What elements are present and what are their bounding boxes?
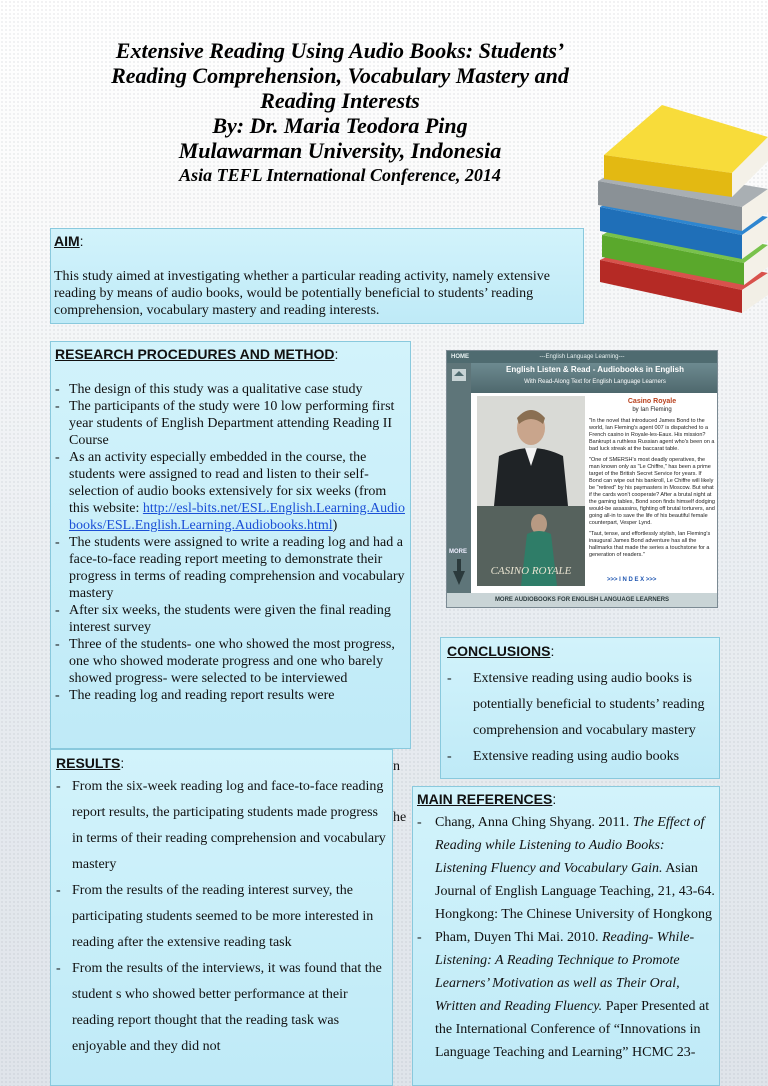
references-heading-colon: : (552, 791, 557, 807)
conclusions-list (447, 666, 713, 770)
webpage-bottom-banner: MORE AUDIOBOOKS FOR ENGLISH LANGUAGE LEARNERS (447, 593, 717, 607)
webpage-home-link: HOME (451, 354, 469, 360)
conclusions-item-text: Extensive reading using audio books (473, 749, 680, 764)
book-description-paragraph: "In the novel that introduced James Bond to the world, Ian Fleming's agent 007 is dispatched to a French casino in Royale-les-Eaux. His mission? Bankrupt a ruthless Russian agent who's been on a bad luck streak at the baccarat table. (589, 418, 715, 452)
list-item (55, 602, 406, 636)
webpage-topbar (447, 351, 717, 363)
movie-poster-image (477, 396, 585, 586)
hidden-text-fragment: n (393, 759, 400, 774)
aim-section (50, 228, 584, 324)
institution-line: Mulawarman University, Indonesia (178, 138, 502, 163)
research-item-text: The students were assigned to write a reading log and had a face-to-face reading report meeting to demonstrate their progress in terms of reading comprehension and vocabulary mastery (69, 535, 405, 601)
reference-text: Paper Presented at the International Conference of “Innovations in Language Teaching and Learning” HCMC 23- (435, 999, 710, 1060)
webpage-sidebar (447, 363, 471, 595)
list-item (55, 534, 406, 602)
references-list (417, 811, 715, 1064)
list-item (447, 744, 713, 770)
book-description-paragraph: "One of SMERSH's most deadly operatives, the man known only as "Le Chiffre," has been a prime target of the British Secret Service for years. If Bond can wipe out his bankroll, Le Chiffre will likely be "retired" by his paymasters in Moscow. But what if the cards won't cooperate? After a brutal night at the gaming tables, Bond soon finds himself dodging would-be assassins, fighting off brutal torturers, and going all-in to save the life of his beautiful female counterpart, Vesper Lynd. (589, 457, 715, 526)
webpage-more-label: MORE (449, 549, 467, 555)
book-author: by Ian Fleming (632, 407, 672, 413)
audiobook-website-screenshot (446, 350, 718, 608)
list-item (55, 381, 406, 398)
list-item (55, 449, 406, 534)
reference-text: Pham, Duyen Thi Mai. 2010. (435, 930, 602, 945)
research-item-text: After six weeks, the students were given the final reading interest survey (69, 603, 391, 635)
webpage-home-icon (447, 363, 471, 595)
webpage-header-subtitle: With Read-Along Text for English Language Learners (524, 379, 666, 385)
research-item-text: The participants of the study were 10 low performing first year students of English Department attending Reading II Course (69, 399, 395, 448)
conference-line: Asia TEFL International Conference, 2014 (179, 165, 501, 185)
list-item (55, 636, 406, 687)
conclusions-item-text: Extensive reading using audio books is potentially beneficial to students’ reading comprehension and vocabulary mastery (473, 671, 705, 738)
results-heading-colon: : (120, 755, 125, 771)
results-list (56, 774, 387, 1060)
aim-text: This study aimed at investigating whether a particular reading activity, namely extensive reading by means of audio books, would be potentially beneficial to students’ reading comprehension, vocabulary mastery and reading interests. (54, 269, 550, 318)
results-item-text: From the six-week reading log and face-to-face reading report results, the participating students made progress in terms of their reading comprehension and vocabulary mastery (72, 779, 386, 872)
reference-title: The Effect of Reading while Listening to Audio Books: Listening Fluency and Vocabulary Gain. (435, 815, 705, 876)
aim-heading-colon: : (79, 233, 84, 249)
webpage-index-link: >>> I N D E X >>> (607, 577, 657, 583)
book-description (589, 397, 715, 563)
webpage-topbar-text: ---English Language Learning--- (539, 354, 625, 360)
references-heading: MAIN REFERENCES (417, 791, 553, 807)
research-list (55, 381, 406, 704)
results-heading: RESULTS (56, 755, 121, 771)
aim-heading: AIM (54, 233, 80, 249)
poster-title (60, 38, 620, 187)
main-references-section (412, 786, 720, 1086)
book-title: Casino Royale (627, 398, 677, 405)
reference-text: Asian Journal of English Language Teaching, 21, 43-64. Hongkong: The Chinese University of Hongkong (435, 861, 715, 922)
author-line: By: Dr. Maria Teodora Ping (212, 113, 468, 138)
research-item-text: The design of this study was a qualitative case study (69, 382, 363, 397)
conclusions-heading-colon: : (550, 643, 555, 659)
book-cover-photo (477, 396, 585, 586)
title-line-2: Reading Comprehension, Vocabulary Mastery and (111, 63, 569, 88)
book-description-paragraph: "Taut, tense, and effortlessly stylish, Ian Fleming's inaugural James Bond adventure has all the hallmarks that made the series a touchstone for a generation of readers." (589, 531, 711, 558)
list-item (56, 774, 387, 878)
title-line-1: Extensive Reading Using Audio Books: Students’ (115, 38, 565, 63)
reference-item (417, 926, 715, 1064)
webpage-header (471, 363, 718, 393)
research-heading-colon: : (334, 346, 339, 362)
research-item-text: As an activity especially embedded in the course, the students were assigned to read and listen to their self-selection of audio books extensively for six weeks (from this website: (69, 450, 387, 516)
list-item (56, 878, 387, 956)
research-procedures-section (50, 341, 411, 749)
results-section (50, 749, 393, 1086)
research-item-text: ) (332, 518, 338, 533)
research-heading: RESEARCH PROCEDURES AND METHOD (55, 346, 335, 362)
webpage-header-title: English Listen & Read - Audiobooks in English (506, 365, 684, 374)
research-item-text: The reading log and reading report results were (69, 688, 335, 703)
cover-title-text: CASINO ROYALE (490, 565, 572, 577)
results-item-text: From the results of the reading interest survey, the participating students seemed to be more interested in reading after the extensive reading task (72, 883, 374, 950)
research-item-text: Three of the students- one who showed the most progress, one who showed moderate progress and one who barely showed progress- were selected to be interviewed (69, 637, 395, 686)
list-item (55, 398, 406, 449)
reference-text: Chang, Anna Ching Shyang. 2011. (435, 815, 633, 830)
conclusions-heading: CONCLUSIONS (447, 643, 551, 659)
title-line-3: Reading Interests (260, 88, 420, 113)
list-item (56, 956, 387, 1060)
reference-item (417, 811, 715, 926)
book-stack-illustration (592, 85, 768, 320)
results-item-text: From the results of the interviews, it was found that the student s who showed better performance at their reading report thought that the reading task was enjoyable and they did not (72, 961, 382, 1054)
conclusions-section (440, 637, 720, 779)
audiobooks-website-link[interactable]: http://esl-bits.net/ESL.English.Learning.Audiobooks/ESL.English.Learning.Audiobooks.html (69, 501, 405, 533)
reference-title: Reading- While-Listening: A Reading Technique to Promote Learners’ Motivation as well as Their Oral, Written and Reading Fluency. (435, 930, 695, 1014)
list-item (55, 687, 406, 704)
list-item (447, 666, 713, 744)
hidden-text-fragment: he (393, 810, 407, 825)
